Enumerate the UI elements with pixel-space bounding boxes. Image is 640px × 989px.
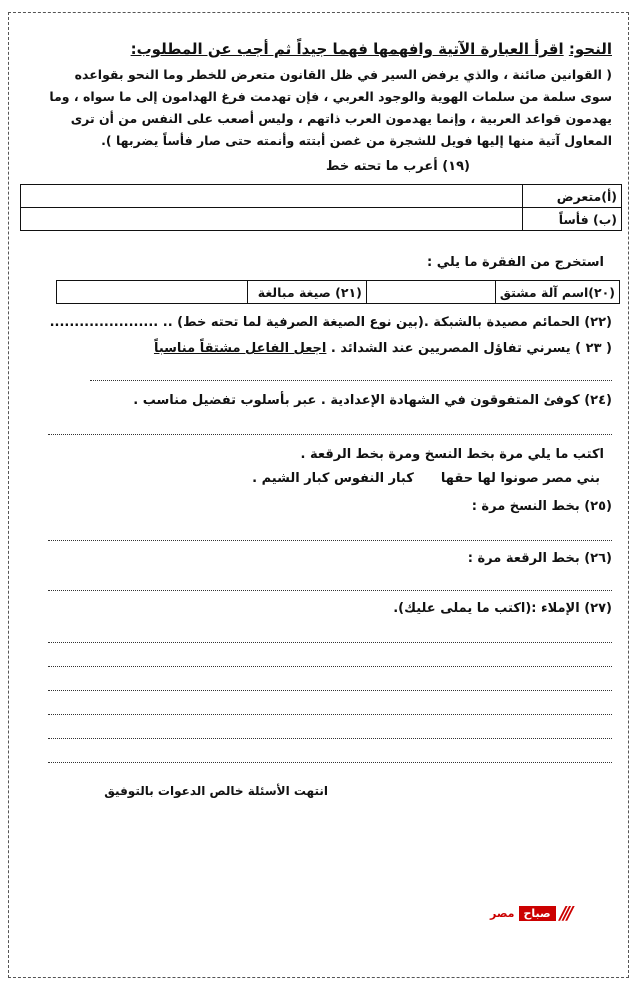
- title-prefix: النحو:: [568, 40, 612, 58]
- answer-line[interactable]: [48, 530, 612, 541]
- answer-line[interactable]: [48, 424, 612, 435]
- answer-line[interactable]: [90, 370, 612, 381]
- q21-label: (٢١) صيغة مبالغة: [247, 281, 366, 304]
- writing-instruction: اكتب ما يلي مرة بخط النسخ ومرة بخط الرقعة .: [300, 447, 604, 462]
- q19-table: [20, 184, 622, 231]
- dictation-line-6[interactable]: [48, 752, 612, 763]
- q19-answer-a[interactable]: [21, 185, 523, 208]
- writing-sentence-2: كبار النفوس كبار الشيم .: [252, 471, 414, 486]
- q23-task: اجعل الفاعل مشتقاً مناسباً: [153, 341, 327, 356]
- passage-line-1: ( القوانين صائنة ، والذي يرفض السير في ظل القانون متعرض للخطر وما النحو بقواعده: [74, 67, 612, 82]
- page-frame: [8, 12, 629, 978]
- passage-line-3: يهدمون قواعد العربية ، وإنما يهدمون العرب ذاتهم ، وليس أصعب على النفس من أن ترى: [70, 111, 612, 126]
- passage-line-2: سوى سلمة من سلمات الهوية والوجود العربي ، فإن تهدمت فرغ الهدامون إلى ما سواه ، وما: [49, 89, 612, 104]
- dictation-line-2[interactable]: [48, 656, 612, 667]
- q20-answer[interactable]: [366, 281, 495, 304]
- q23-text: ( ٢٣ ) يسرني تفاؤل المصريين عند الشدائد .: [330, 341, 612, 356]
- writing-sentence-1: بني مصر صونوا لها حقها: [440, 471, 600, 486]
- q20-label: (٢٠)اسم آلة مشتق: [495, 281, 619, 304]
- dictation-line-3[interactable]: [48, 680, 612, 691]
- dictation-line-1[interactable]: [48, 632, 612, 643]
- logo-bars-icon: ///: [559, 903, 571, 924]
- q26: (٢٦) بخط الرقعة مرة :: [467, 551, 612, 566]
- dictation-line-5[interactable]: [48, 728, 612, 739]
- q24: (٢٤) كوفئ المتفوقون في الشهادة الإعدادية . عبر بأسلوب تفضيل مناسب .: [133, 393, 612, 408]
- title-text: اقرأ العبارة الآتية وافهمها فهما جيداً ثم أجب عن المطلوب:: [130, 40, 564, 58]
- section-title: [24, 40, 612, 58]
- q22: (٢٢) الحمائم مصيدة بالشبكة .(بين نوع الصيغة الصرفية لما تحته خط) .. ......................: [49, 315, 612, 330]
- logo: [490, 903, 570, 924]
- extract-label: استخرج من الفقرة ما يلي :: [426, 255, 604, 270]
- q21-answer[interactable]: [57, 281, 248, 304]
- passage-line-4: المعاول آتية منها إليها فويل للشجرة من غصن أبتته وأنمته حتى صار فأساً يضربها ).: [101, 133, 612, 148]
- q19-row-b: (ب) فأساً: [523, 208, 622, 231]
- answer-line[interactable]: [48, 580, 612, 591]
- logo-box-text: صباح: [519, 906, 556, 921]
- extract-table: [56, 280, 620, 304]
- q19-answer-b[interactable]: [21, 208, 523, 231]
- q25: (٢٥) بخط النسخ مرة :: [471, 499, 612, 514]
- q23: [24, 340, 612, 358]
- q19-row-a: (أ)متعرض: [523, 185, 622, 208]
- q19-label: (١٩) أعرب ما تحته خط: [325, 159, 470, 174]
- ending-text: انتهت الأسئلة خالص الدعوات بالتوفيق: [104, 784, 328, 798]
- logo-word: مصر: [490, 907, 515, 920]
- writing-sentences: [24, 470, 600, 488]
- dictation-line-4[interactable]: [48, 704, 612, 715]
- q27: (٢٧) الإملاء :(اكتب ما يملى عليك).: [393, 601, 612, 616]
